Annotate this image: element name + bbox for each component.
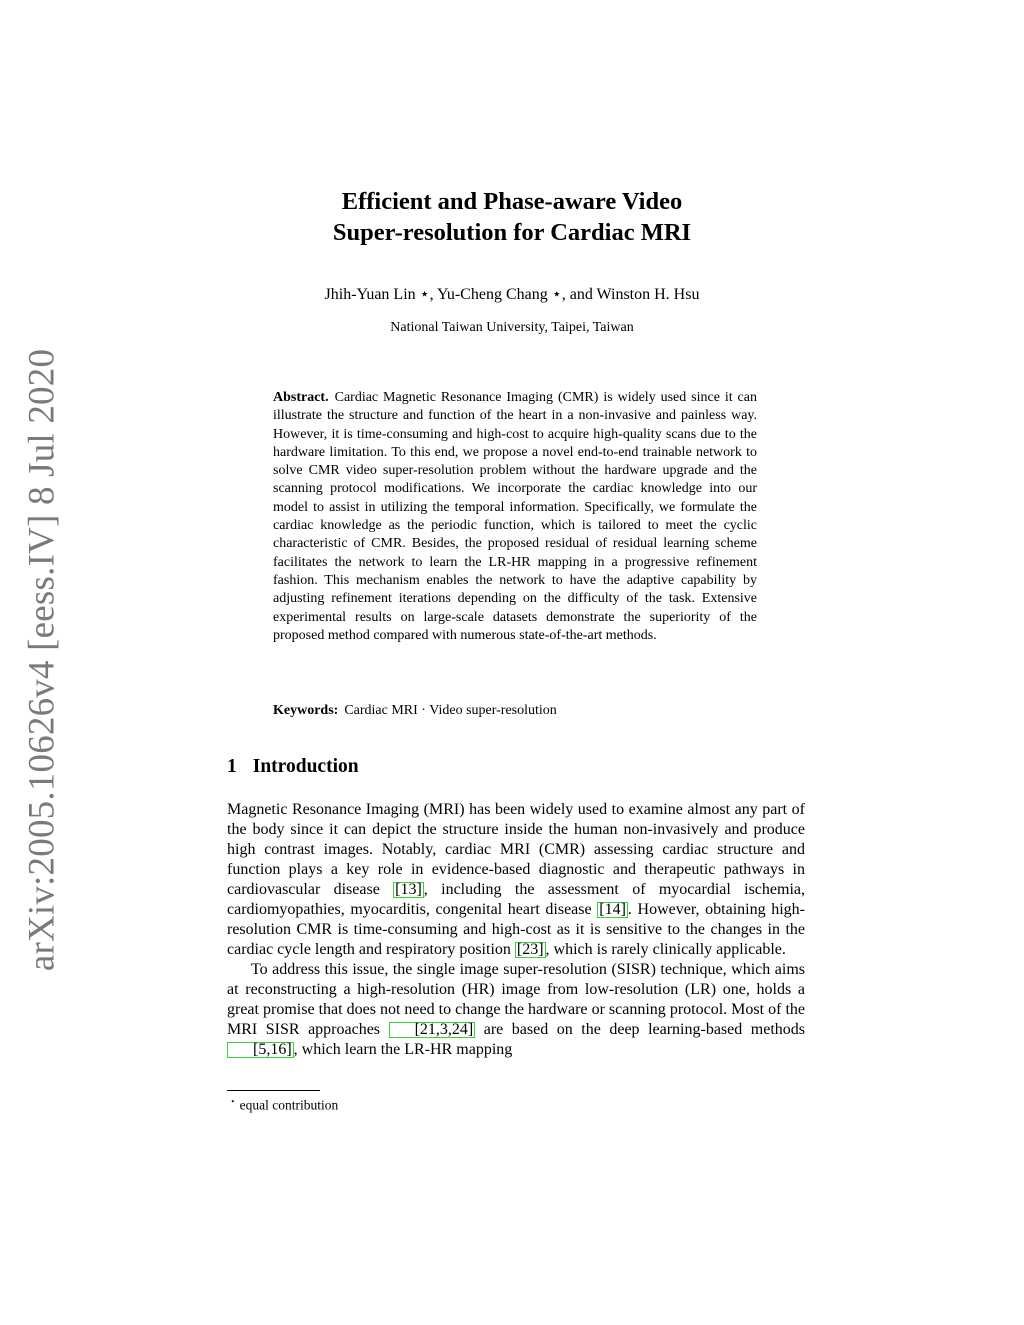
arxiv-identifier[interactable]: arXiv:2005.10626v4 [eess.IV] 8 Jul 2020 [21, 348, 63, 971]
footnote-divider [227, 1090, 320, 1091]
title-line-2: Super-resolution for Cardiac MRI [332, 219, 692, 246]
section-heading [227, 756, 359, 778]
citation-link[interactable]: [21,3,24] [389, 1022, 476, 1038]
affiliation: National Taiwan University, Taipei, Taiwan [390, 320, 634, 335]
keywords-text: Cardiac MRI · Video super-resolution [344, 703, 557, 718]
introduction-body [227, 800, 805, 1060]
abstract-text: Cardiac Magnetic Resonance Imaging (CMR) is widely used since it can illustrate the structure and function of the heart in a non-invasive and painless way. However, it is time-consuming and high-cost to acquire high-quality scans due to the hardware limitation. To this end, we propose a novel end-to-end trainable network to solve CMR video super-resolution problem without the hardware upgrade and the scanning protocol modifications. We incorporate the cardiac knowledge into our model to assist in utilizing the temporal information. Specifically, we formulate the cardiac knowledge as the periodic function, which is tailored to meet the cyclic characteristic of CMR. Besides, the proposed residual of residual learning scheme facilitates the network to learn the LR-HR mapping in a progressive refinement fashion. This mechanism enables the network to have the adaptive capability by adjusting refinement iterations depending on the difficulty of the task. Extensive experimental results on large-scale datasets demonstrate the superiority of the proposed method compared with numerous state-of-the-art methods. [273, 390, 757, 643]
citation-link[interactable]: [13] [395, 881, 422, 898]
paragraph-text: are based on the deep learning-based methods [475, 1021, 806, 1038]
footnote-text: equal contribution [239, 1097, 339, 1113]
paragraph-text: To address this issue, the single image super-resolution (SISR) technique, which aims at reconstructing a high-resolution (HR) image from low-resolution (LR) one, holds a great promise that does not need to change the hardware or scanning protocol. Most of the MRI SISR approaches [227, 961, 805, 1038]
abstract [273, 389, 757, 645]
keywords-label: Keywords: [273, 703, 339, 718]
paragraph-text: Magnetic Resonance Imaging (MRI) has been widely used to examine almost any part of the body since it can depict the structure inside the human non-invasively and produce high contrast images. Notably, cardiac MRI (CMR) assessing cardiac structure and function plays a key role in evidence-based diagnostic and therapeutic pathways in cardiovascular disease [227, 801, 805, 898]
citation-link[interactable]: [23] [516, 941, 544, 958]
abstract-label: Abstract. [273, 390, 329, 405]
arxiv-sidebar [20, 348, 64, 971]
section-number: 1 [227, 756, 237, 777]
paragraph-text: , which learn the LR-HR mapping [293, 1041, 513, 1058]
author-list: Jhih-Yuan Lin ⋆, Yu-Cheng Chang ⋆, and Winston H. Hsu [324, 286, 700, 303]
paper-title [0, 186, 1024, 248]
section-title: Introduction [252, 756, 359, 777]
footnote-marker: ⋆ [230, 1096, 236, 1106]
paragraph [227, 960, 805, 1060]
citation-link[interactable]: [14] [599, 901, 626, 918]
paragraph-text: . However, obtaining high-resolution CMR is time-consuming and high-cost as it is sensitive to the changes in the cardiac cycle length and respiratory position [227, 901, 805, 958]
keywords [273, 703, 557, 719]
paragraph [227, 800, 805, 960]
footnote [230, 1096, 338, 1114]
paragraph-text: , including the assessment of myocardial ischemia, cardiomyopathies, myocarditis, congenital heart disease [227, 881, 806, 918]
title-line-1: Efficient and Phase-aware Video [341, 188, 683, 215]
paragraph-text: , which is rarely clinically applicable. [545, 941, 786, 958]
citation-link[interactable]: [5,16] [227, 1042, 294, 1058]
